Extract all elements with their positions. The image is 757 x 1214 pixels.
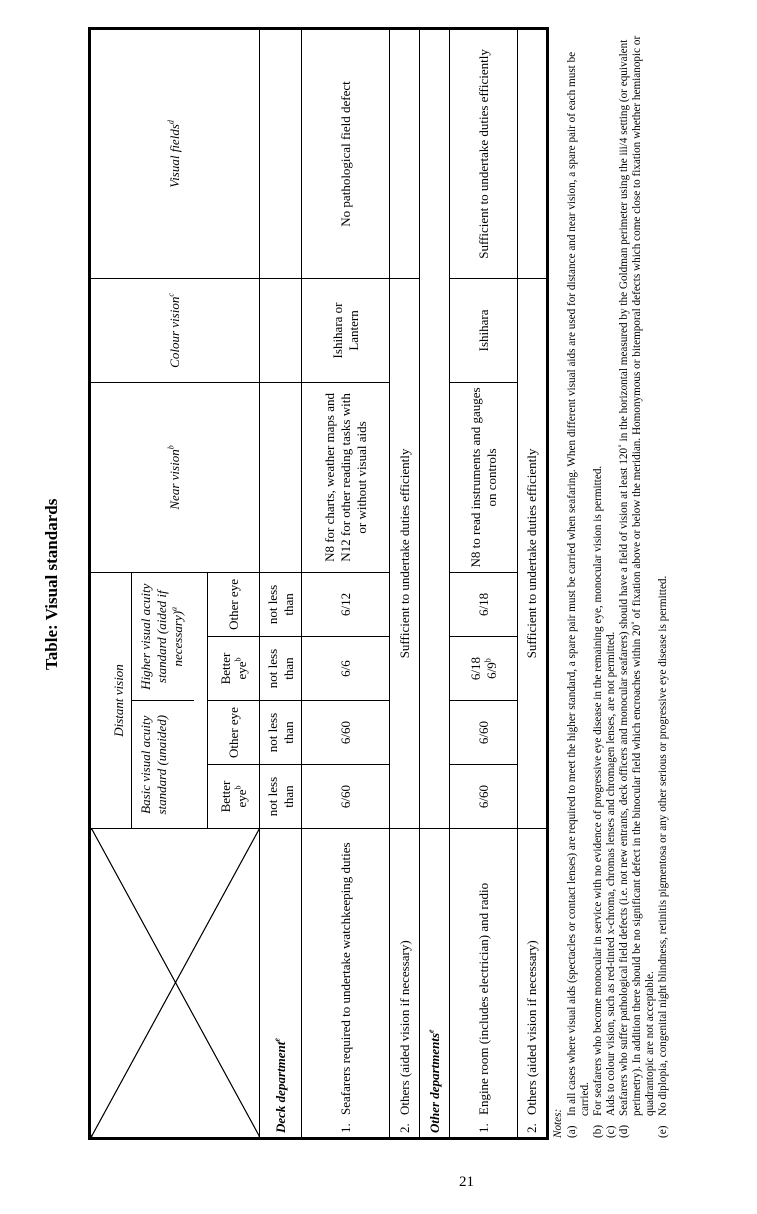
note-text: No diplopia, congenital night blindness, retinitis pigmentosa or any other serious or progressive eye disease is permitted. xyxy=(657,575,669,1116)
alt-value: 6/9 xyxy=(483,662,499,679)
row-number: 1. xyxy=(475,1123,491,1133)
higher-acuity-header xyxy=(132,573,194,701)
near-vision-value: N8 for charts, weather maps and N12 for other reading tasks with or without visual aids xyxy=(302,382,390,572)
not-less-than-cell: not less than xyxy=(260,572,302,636)
better-eye-label: Better eye xyxy=(217,652,249,685)
row-label xyxy=(450,829,518,1139)
colour-vision-label: Colour vision xyxy=(167,296,182,368)
note-ref-e: e xyxy=(426,1029,436,1033)
row-label xyxy=(302,829,390,1139)
basic-other-value: 6/60 xyxy=(450,701,518,765)
not-less-than-cell: not less than xyxy=(260,637,302,701)
higher-better-eye-header xyxy=(208,637,260,701)
page-number: 21 xyxy=(459,1174,474,1190)
empty-cell xyxy=(420,28,450,828)
distant-vision-label: Distant vision xyxy=(105,573,132,828)
basic-better-value: 6/60 xyxy=(450,765,518,829)
note-item xyxy=(566,28,592,1138)
other-departments-heading xyxy=(420,829,450,1139)
row-text: Others (aided vision if necessary) xyxy=(396,940,412,1115)
table-row xyxy=(302,28,390,1138)
table-row xyxy=(390,28,420,1138)
basic-better-eye-header xyxy=(208,765,260,829)
note-text: For seafarers who become monocular in service with no evidence of progressive eye disease in the remaining eye, monocular vision is permitted. xyxy=(592,465,604,1116)
diagonal-corner-cell xyxy=(90,829,260,1139)
visual-standards-table xyxy=(88,27,549,1140)
higher-other-value: 6/12 xyxy=(302,572,390,636)
higher-other-value: 6/18 xyxy=(450,572,518,636)
colour-vision-value: Ishihara or Lantern xyxy=(302,278,390,382)
table-row xyxy=(518,28,548,1138)
distant-vision-header xyxy=(90,572,208,828)
note-item xyxy=(657,28,670,1138)
note-text: Aids to colour vision, such as red-tinted x-chroma, chromas lenses and chromagen lenses, are not permitted. xyxy=(605,631,617,1116)
not-less-than-cell: not less than xyxy=(260,765,302,829)
near-vision-label: Near vision xyxy=(167,449,182,510)
basic-better-value: 6/60 xyxy=(302,765,390,829)
higher-better-primary: 6/18 xyxy=(467,656,483,681)
row-text: Others (aided vision if necessary) xyxy=(524,940,539,1115)
row-label xyxy=(390,829,420,1139)
higher-better-value: 6/6 xyxy=(302,637,390,701)
higher-better-value xyxy=(450,637,518,701)
basic-acuity-label: Basic visual acuity standard (unaided) xyxy=(132,700,194,828)
visual-fields-value: No pathological field defect xyxy=(302,28,390,278)
note-ref-d: d xyxy=(166,120,176,125)
row-number: 1. xyxy=(337,1123,353,1133)
row-text: Seafarers required to undertake watchkeeping duties xyxy=(337,842,353,1115)
note-key: (c) xyxy=(605,1125,617,1138)
deck-department-heading xyxy=(260,829,302,1139)
note-ref-b: b xyxy=(233,657,243,662)
visual-fields-header xyxy=(90,28,260,278)
note-item xyxy=(605,28,618,1138)
empty-cell xyxy=(518,28,548,278)
visual-fields-value: Sufficient to undertake duties efficiently xyxy=(450,28,518,278)
colour-vision-value: Ishihara xyxy=(450,278,518,382)
notes-heading: Notes: xyxy=(552,1108,564,1138)
other-section-row xyxy=(420,28,450,1138)
empty-cell xyxy=(260,28,302,278)
note-text: In all cases where visual aids (spectacles or contact lenses) are required to meet the higher standard, a spare pair must be carried when seafaring. When different visual aids are used for distance and near vision, a spare pair of each must be carried. xyxy=(566,51,591,1116)
basic-other-eye-header: Other eye xyxy=(208,701,260,765)
note-ref-b: b xyxy=(233,785,243,790)
note-ref-a: a xyxy=(169,606,179,611)
note-key: (d) xyxy=(618,1124,630,1138)
near-vision-header xyxy=(90,382,260,572)
row-text: Engine room (includes electrician) and radio xyxy=(475,882,491,1115)
notes-section xyxy=(552,28,670,1138)
note-ref-b: b xyxy=(483,658,493,663)
header-row xyxy=(90,28,208,1138)
note-key: (a) xyxy=(566,1125,578,1138)
span-text: Sufficient to undertake duties efficiently xyxy=(390,278,420,828)
note-text: Seafarers who suffer pathological field defects (i.e. not new entrants, deck officers and monocular seafarers) should have a field of vision at least 120˚ in the horizontal measured by the Goldman perimeter using the iii/4 setting (or equivalent perimetry). In addition there should be no significant defect in the binocular field which encroaches within 20˚ of fixation above or below the meridian. Homonymous or bitemporal defects which come close to fixation whether hemianopic or quadrantopic are not acceptable. xyxy=(618,35,656,1116)
higher-other-eye-header: Other eye xyxy=(208,572,260,636)
visual-fields-label: Visual fields xyxy=(167,124,182,188)
empty-cell xyxy=(260,382,302,572)
higher-better-alt xyxy=(484,641,500,696)
table-row xyxy=(450,28,518,1138)
page-title: Table: Visual standards xyxy=(42,498,61,670)
near-vision-value: N8 to read instruments and gauges on controls xyxy=(450,382,518,572)
higher-acuity-label: Higher visual acuity standard (aided if necessary) xyxy=(137,583,185,690)
better-eye-label: Better eye xyxy=(217,780,249,813)
span-text: Sufficient to undertake duties efficiently xyxy=(518,278,548,828)
note-key: (b) xyxy=(592,1124,604,1138)
note-item xyxy=(618,28,657,1138)
note-ref-c: c xyxy=(166,293,176,297)
row-number: 2. xyxy=(396,1123,412,1133)
basic-other-value: 6/60 xyxy=(302,701,390,765)
row-label xyxy=(518,829,548,1139)
deck-department-label: Deck department xyxy=(272,1041,288,1133)
deck-section-row xyxy=(260,28,302,1138)
empty-cell xyxy=(260,278,302,382)
other-departments-label: Other departments xyxy=(426,1032,442,1133)
note-ref-b: b xyxy=(166,445,176,450)
not-less-than-cell: not less than xyxy=(260,701,302,765)
note-ref-e: e xyxy=(272,1038,282,1042)
colour-vision-header xyxy=(90,278,260,382)
note-key: (e) xyxy=(657,1125,669,1138)
empty-cell xyxy=(390,28,420,278)
row-number: 2. xyxy=(524,1123,539,1133)
note-item xyxy=(592,28,605,1138)
